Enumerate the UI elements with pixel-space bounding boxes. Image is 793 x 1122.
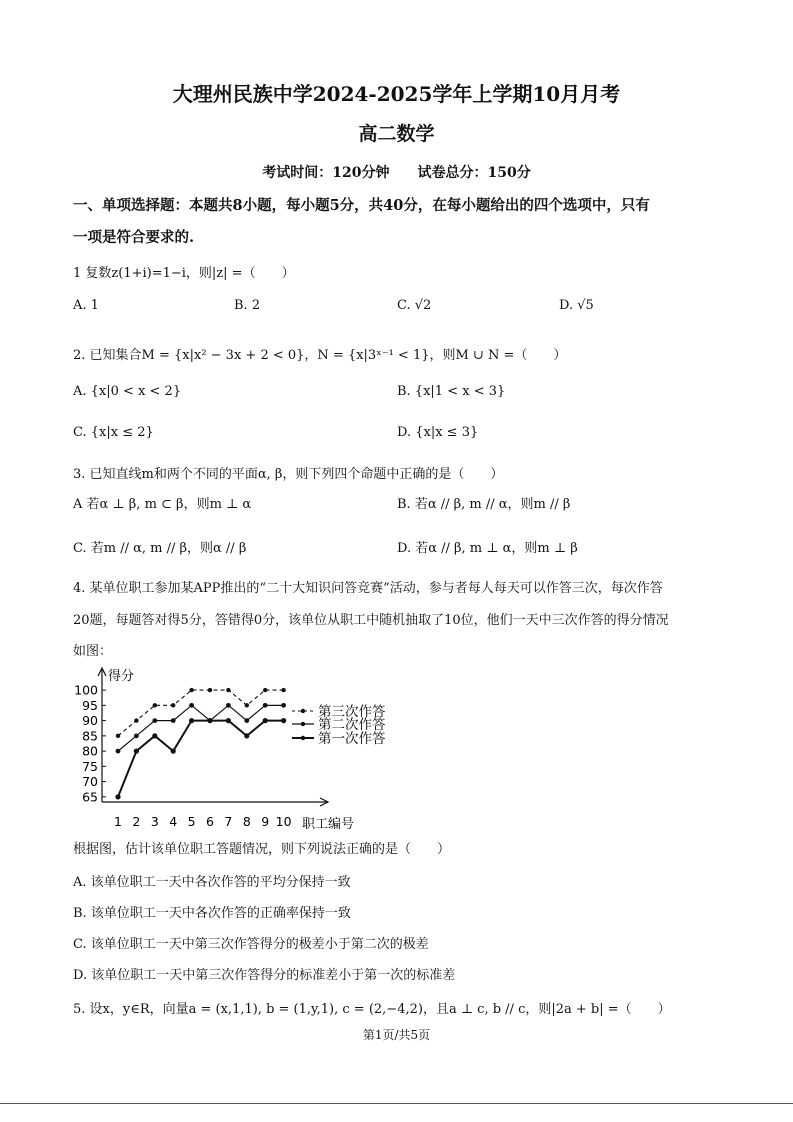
legend-label: 第三次作答 <box>318 704 386 720</box>
question-4-stem-line2: 20题，每题答对得5分，答错得0分，该单位从职工中随机抽取了10位，他们一天中三次作答的得分情况 <box>73 613 669 628</box>
question-3-stem: 3. 已知直线m和两个不同的平面α, β，则下列四个命题中正确的是（ ） <box>73 467 504 482</box>
x-tick-label: 7 <box>224 814 233 829</box>
data-point <box>281 718 286 723</box>
question-2-option-a: A. {x|0 < x < 2} <box>73 384 182 399</box>
legend-marker <box>301 709 305 713</box>
data-point <box>244 733 249 738</box>
data-point <box>208 688 212 692</box>
subject-title: 高二数学 <box>358 123 435 145</box>
question-2-option-d: D. {x|x ≤ 3} <box>397 425 479 440</box>
section-heading-line2: 一项是符合要求的. <box>73 229 195 246</box>
data-point <box>152 718 157 723</box>
question-2-option-c: C. {x|x ≤ 2} <box>73 425 154 440</box>
x-tick-label: 10 <box>275 814 292 829</box>
score-line-chart <box>70 662 440 840</box>
data-point <box>226 688 230 692</box>
data-point <box>226 703 231 708</box>
y-tick-label: 95 <box>82 697 98 713</box>
question-3-option-c: C. 若m // α, m // β，则α // β <box>73 541 247 556</box>
data-point <box>152 733 157 738</box>
series-line <box>118 705 284 751</box>
question-2-option-b: B. {x|1 < x < 3} <box>397 384 506 399</box>
legend-marker <box>301 736 305 740</box>
x-tick-label: 2 <box>132 814 141 829</box>
data-point <box>171 749 176 754</box>
page-bottom-rule <box>0 1103 793 1104</box>
data-point <box>189 718 194 723</box>
data-point <box>281 688 285 692</box>
data-point <box>116 734 120 738</box>
x-axis-label: 职工编号 <box>302 817 355 832</box>
series-line <box>118 721 284 797</box>
data-point <box>171 718 176 723</box>
data-point <box>244 718 249 723</box>
data-point <box>189 688 193 692</box>
x-tick-label: 5 <box>187 814 196 829</box>
question-4-prompt: 根据图，估计该单位职工答题情况，则下列说法正确的是（ ） <box>73 842 451 857</box>
data-point <box>281 703 286 708</box>
y-tick-label: 75 <box>82 758 98 774</box>
question-4-option-b: B. 该单位职工一天中各次作答的正确率保持一致 <box>73 906 351 921</box>
y-tick-label: 90 <box>82 713 98 729</box>
data-point <box>134 733 139 738</box>
x-tick-label: 1 <box>114 814 122 829</box>
legend-label: 第一次作答 <box>318 731 386 747</box>
question-1-option-b: B. 2 <box>234 298 261 313</box>
question-4-option-d: D. 该单位职工一天中第三次作答得分的标准差小于第一次的标准差 <box>73 968 456 983</box>
data-point <box>134 718 138 722</box>
exam-title: 大理州民族中学2024-2025学年上学期10月月考 <box>172 82 621 106</box>
question-4-option-c: C. 该单位职工一天中第三次作答得分的极差小于第二次的极差 <box>73 937 429 952</box>
data-point <box>153 703 157 707</box>
data-point <box>207 718 212 723</box>
data-point <box>115 794 120 799</box>
y-tick-label: 85 <box>82 728 98 744</box>
data-point <box>189 703 194 708</box>
page-number: 第1页/共5页 <box>362 1028 431 1042</box>
data-point <box>171 703 175 707</box>
data-point <box>116 749 121 754</box>
question-1-option-d: D. √5 <box>559 298 594 313</box>
question-3-option-d: D. 若α // β, m ⊥ α，则m ⊥ β <box>397 541 578 556</box>
data-point <box>263 703 268 708</box>
x-tick-label: 8 <box>242 814 251 829</box>
question-3-option-a: A 若α ⊥ β, m ⊂ β，则m ⊥ α <box>73 497 252 512</box>
x-tick-label: 6 <box>206 814 214 829</box>
y-tick-label: 70 <box>82 774 98 790</box>
question-1-option-a: A. 1 <box>73 298 99 313</box>
y-tick-label: 100 <box>74 682 98 698</box>
data-point <box>245 703 249 707</box>
data-point <box>226 718 231 723</box>
question-3-option-b: B. 若α // β, m // α，则m // β <box>397 497 571 512</box>
y-tick-label: 65 <box>82 789 98 805</box>
legend-marker <box>301 722 305 726</box>
question-5-stem: 5. 设x，y∈R，向量a = (x,1,1), b = (1,y,1), c = (2,−4,2)，且a ⊥ c, b // c，则|2a + b| =（ ） <box>73 1002 671 1017</box>
question-2-stem: 2. 已知集合M = {x|x² − 3x + 2 < 0}，N = {x|3ˣ⁻¹ < 1}，则M ∪ N =（ ） <box>73 348 567 363</box>
x-tick-label: 9 <box>261 814 270 829</box>
data-point <box>134 749 139 754</box>
x-tick-label: 3 <box>150 814 159 829</box>
y-tick-label: 80 <box>82 743 98 759</box>
question-4-stem-line3: 如图： <box>73 644 113 659</box>
legend-label: 第二次作答 <box>318 717 386 733</box>
y-axis-label: 得分 <box>108 669 135 684</box>
question-4-stem-line1: 4. 某单位职工参加某APP推出的“二十大知识问答竞赛”活动，参与者每人每天可以作答三次，每次作答 <box>73 581 663 596</box>
question-1-option-c: C. √2 <box>397 298 432 313</box>
exam-info: 考试时间：120分钟 试卷总分：150分 <box>262 165 531 181</box>
data-point <box>263 718 268 723</box>
x-tick-label: 4 <box>169 814 178 829</box>
question-4-option-a: A. 该单位职工一天中各次作答的平均分保持一致 <box>73 875 351 890</box>
data-point <box>263 688 267 692</box>
section-heading-line1: 一、单项选择题：本题共8小题，每小题5分，共40分，在每小题给出的四个选项中，只有 <box>73 197 650 214</box>
question-1-stem: 1 复数z(1+i)=1−i，则|z| =（ ） <box>73 266 295 281</box>
